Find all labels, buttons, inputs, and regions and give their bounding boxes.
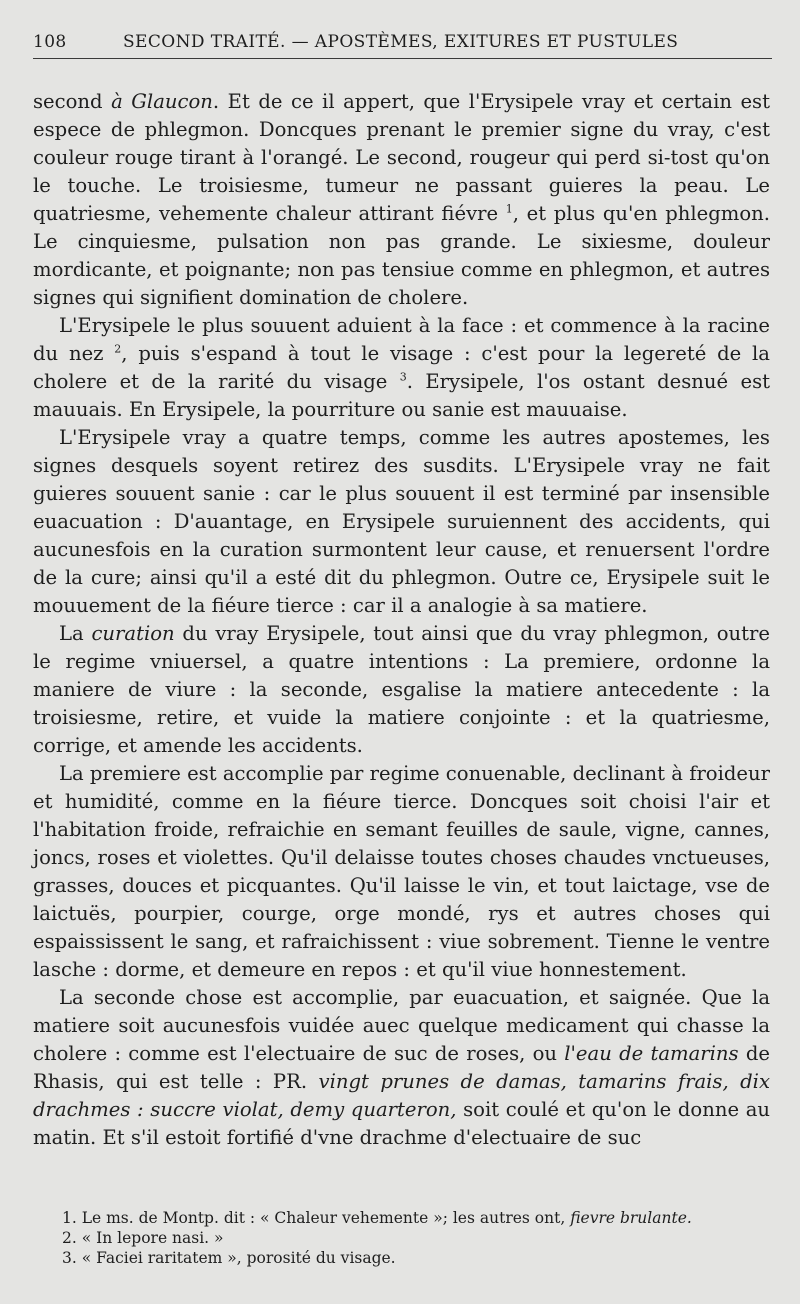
footnote-3: 3. « Faciei raritatem », porosité du visage. — [62, 1249, 396, 1267]
footnote-2: 2. « In lepore nasi. » — [62, 1229, 224, 1247]
footnote-ref-2: 2 — [114, 342, 122, 356]
italic-eau-de-tamarins: l'eau de tamarins — [564, 1042, 739, 1065]
paragraph-1: second à Glaucon. Et de ce il appert, que l'Erysipele vray et certain est espece de phlegmon. Doncques prenant le premier signe du vray, c'est couleur rouge tirant à l'orangé. Le second, rougeur qui perd si-tost qu'on le touche. Le troisiesme, tumeur ne passant guieres la peau. Le quatriesme, vehemente chaleur attirant fiévre $^1$, et plus qu'en phlegmon. Le cinquiesme, pulsation non pas grande. Le sixiesme, douleur mordicante, et poignante; non pas tensiue comme en phlegmon, et autres signes qui signifient domination de cholere. — [33, 90, 770, 309]
page-number: 108 — [33, 32, 67, 52]
paragraph-6: La seconde chose est accomplie, par euacuation, et saignée. Que la matiere soit aucunesfois vuidée auec quelque medicament qui chasse la cholere : comme est l'electuaire de suc de roses, ou l'eau de tamarins de Rhasis, qui est telle : PR. vingt prunes de damas, tamarins frais, dix drachmes : succre violat, demy quarteron, soit coulé et qu'on le donne au matin. Et s'il estoit fortifié d'vne drachme d'electuaire de suc — [33, 986, 770, 1149]
paragraph-5: La premiere est accomplie par regime conuenable, declinant à froideur et humidité, comme en la fiéure tierce. Doncques soit choisi l'air et l'habitation froide, refraichie en semant feuilles de saule, vigne, cannes, joncs, roses et violettes. Qu'il delaisse toutes choses chaudes vnctueuses, grasses, douces et picquantes. Qu'il laisse le vin, et tout laictage, vse de laictuës, pourpier, courge, orge mondé, rys et autres choses qui espaississent le sang, et rafraichissent : viue sobrement. Tienne le ventre lasche : dorme, et demeure en repos : et qu'il viue honnestement. — [33, 762, 770, 981]
paragraph-4: La curation du vray Erysipele, tout ainsi que du vray phlegmon, outre le regime vniuersel, a quatre intentions : La premiere, ordonne la maniere de viure : la seconde, esgalise la matiere antecedente : la troisiesme, retire, et vuide la matiere conjointe : et la quatriesme, corrige, et amende les accidents. — [33, 622, 771, 757]
footnote-ref-3: 3 — [399, 370, 407, 384]
italic-curation: curation — [91, 622, 175, 645]
paragraph-2: L'Erysipele le plus souuent aduient à la face : et commence à la racine du nez $^2$, puis s'espand à tout le visage : c'est pour la legereté de la cholere et de la rarité du visage $^3$. Erysipele, l'os ostant desnué est mauuais. En Erysipele, la pourriture ou sanie est mauuaise. — [33, 314, 770, 421]
footnote-1: 1. Le ms. de Montp. dit : « Chaleur vehemente »; les autres ont, fievre brulante. — [62, 1209, 692, 1227]
italic-recipe: vingt prunes de damas, tamarins frais, dix drachmes : succre violat, demy quarteron, — [33, 1070, 770, 1121]
running-title: SECOND TRAITÉ. — APOSTÈMES, EXITURES ET PUSTULES — [123, 32, 679, 52]
running-header — [33, 30, 772, 59]
italic-glaucon: à Glaucon — [111, 90, 213, 113]
footnote-ref-1: 1 — [505, 202, 513, 216]
footnotes — [62, 1208, 778, 1268]
paragraph-3: L'Erysipele vray a quatre temps, comme les autres apostemes, les signes desquels soyent retirez des susdits. L'Erysipele vray ne fait guieres souuent sanie : car le plus souuent il est terminé par insensible euacuation : D'auantage, en Erysipele suruiennent des accidents, qui aucunesfois en la curation surmontent leur cause, et renuersent l'ordre de la cure; ainsi qu'il a esté dit du phlegmon. Outre ce, Erysipele suit le mouuement de la fiéure tierce : car il a analogie à sa matiere. — [33, 426, 770, 617]
main-text — [33, 88, 770, 1152]
